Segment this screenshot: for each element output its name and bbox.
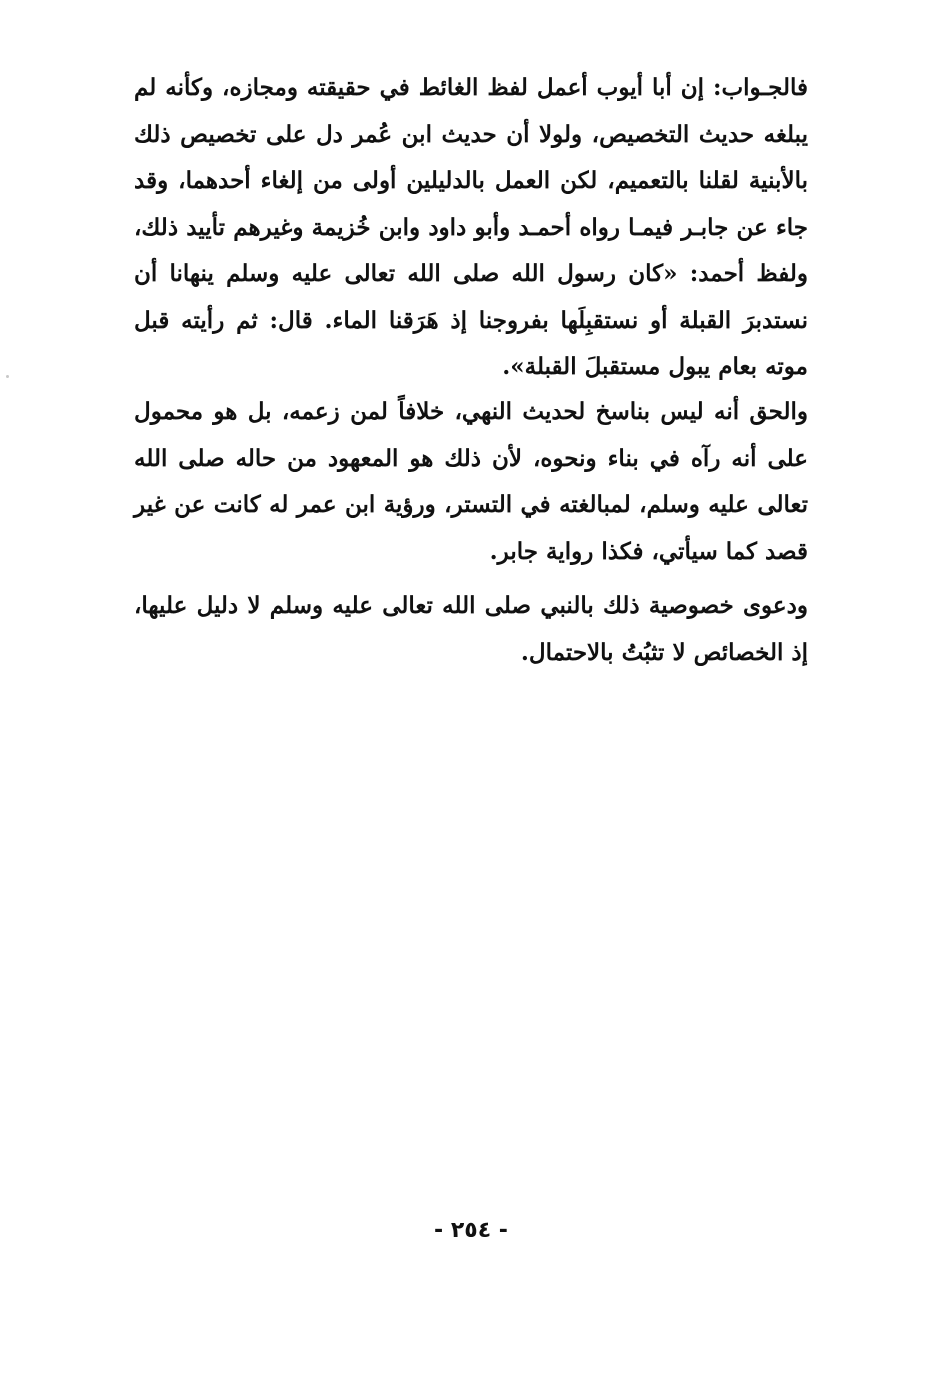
paragraph-answer: فالجـواب: إن أبا أيوب أعمل لفظ الغائط في حقيقته ومجازه، وكأنه لم يبلغه حديث التخصيص، ولولا أن حديث ابن عُمر دل على تخصيص ذلك بالأبنية لقلنا بالتعميم، لكن العمل بالدليلين أولى من إلغاء أحدهما، وقد جاء عن جابـر فيمـا رواه أحمـد وأبو داود وابن خُزيمة وغيرهم تأييد ذلك، ولفظ أحمد: «كان رسول الله صلى الله تعالى عليه وسلم ينهانا أن نستدبرَ القبلة أو نستقبِلَها بفروجنا إذ هَرَقنا الماء. قال: ثم رأيته قبل موته بعام يبول مستقبلَ القبلة». (134, 74, 808, 380)
paragraph-not-abrogating: والحق أنه ليس بناسخ لحديث النهي، خلافاً لمن زعمه، بل هو محمول على أنه رآه في بناء ونحوه، لأن ذلك هو المعهود من حاله صلى الله تعالى عليه وسلم، لمبالغته في التستر، ورؤية ابن عمر له كانت عن غير قصد كما سيأتي، فكذا رواية جابر. (134, 398, 808, 565)
page-number: - ٢٥٤ - (434, 1218, 508, 1243)
scan-dust-mark (6, 375, 9, 378)
paragraph-specificity-claim: ودعوى خصوصية ذلك بالنبي صلى الله تعالى عليه وسلم لا دليل عليها، إذ الخصائص لا تثبُتُ بالاحتمال. (134, 592, 808, 666)
